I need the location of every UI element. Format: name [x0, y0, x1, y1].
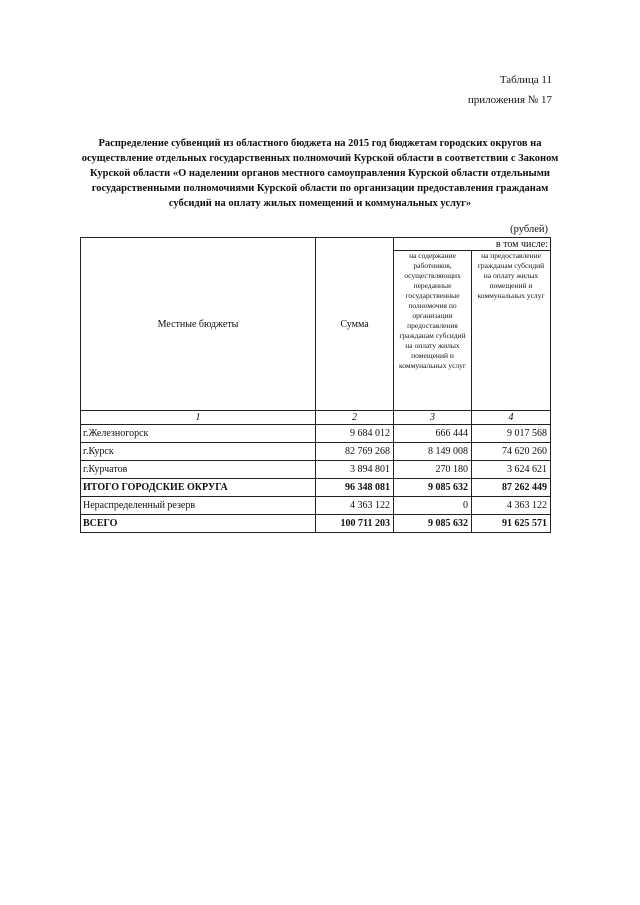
table-row [81, 497, 551, 515]
row-provision: 9 017 568 [472, 425, 551, 443]
table-row [81, 443, 551, 461]
document-title: Распределение субвенций из областного бюджета на 2015 год бюджетам городских округов на осуществление отдельных государственных полномочий Курской области в соответствии с Законом Курской области «О наделении органов местного самоуправления Курской области отдельными государственными полномочиями Курской области по организации предоставления гражданам субсидий на оплату жилых помещений и коммунальных услуг» [81, 138, 559, 209]
row-maintenance: 8 149 008 [394, 443, 472, 461]
row-sum: 100 711 203 [316, 515, 394, 533]
table-row [81, 461, 551, 479]
header-sub-provision: на предоставление гражданам субсидий на оплату жилых помещений и коммунальных услуг [472, 251, 551, 411]
row-maintenance: 666 444 [394, 425, 472, 443]
table-row [81, 425, 551, 443]
appendix-label: приложения № 17 [467, 94, 552, 106]
table-row-subtotal [81, 479, 551, 497]
row-sum: 3 894 801 [316, 461, 394, 479]
subsidy-distribution-table [80, 237, 551, 533]
row-sum: 96 348 081 [316, 479, 394, 497]
table-number-label: Таблица 11 [499, 74, 552, 86]
column-number: 4 [472, 411, 551, 425]
row-provision: 91 625 571 [472, 515, 551, 533]
row-name: Нераспределенный резерв [81, 497, 316, 515]
row-name: г.Железногорск [81, 425, 316, 443]
header-sub-maintenance: на содержание работников, осуществляющих переданные государственные полномочия по организации предоставления гражданам субсидий на оплату жилых помещений и коммунальных услуг [394, 251, 472, 411]
table-row-total [81, 515, 551, 533]
row-provision: 87 262 449 [472, 479, 551, 497]
row-sum: 82 769 268 [316, 443, 394, 461]
column-numbers-row [81, 411, 551, 425]
row-provision: 74 620 260 [472, 443, 551, 461]
row-name: г.Курчатов [81, 461, 316, 479]
units-label: (рублей) [510, 224, 548, 235]
header-local-budgets: Местные бюджеты [81, 238, 316, 411]
row-maintenance: 9 085 632 [394, 479, 472, 497]
row-name: г.Курск [81, 443, 316, 461]
row-maintenance: 0 [394, 497, 472, 515]
row-name: ИТОГО ГОРОДСКИЕ ОКРУГА [81, 479, 316, 497]
column-number: 2 [316, 411, 394, 425]
row-maintenance: 9 085 632 [394, 515, 472, 533]
column-number: 1 [81, 411, 316, 425]
row-sum: 4 363 122 [316, 497, 394, 515]
row-sum: 9 684 012 [316, 425, 394, 443]
column-number: 3 [394, 411, 472, 425]
row-name: ВСЕГО [81, 515, 316, 533]
row-provision: 3 624 621 [472, 461, 551, 479]
row-maintenance: 270 180 [394, 461, 472, 479]
row-provision: 4 363 122 [472, 497, 551, 515]
header-including: в том числе: [394, 238, 551, 251]
header-sum: Сумма [316, 238, 394, 411]
